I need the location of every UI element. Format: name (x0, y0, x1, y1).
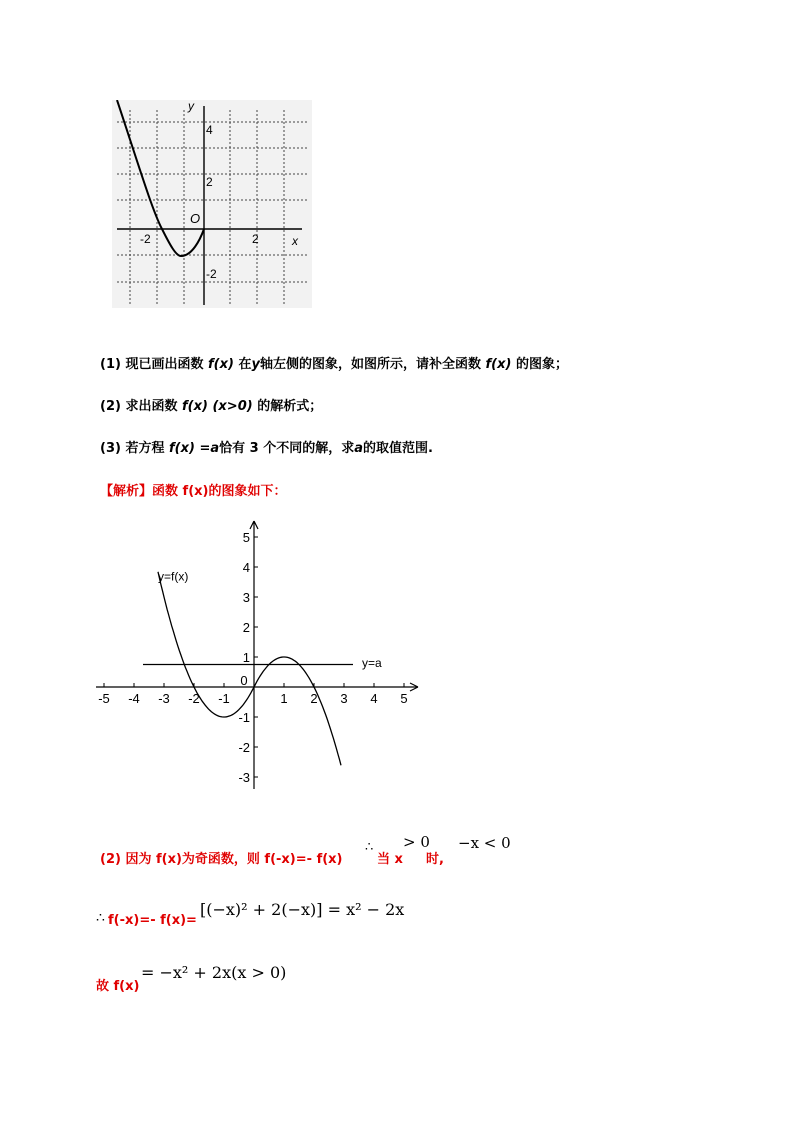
y-tick-label: -3 (238, 770, 250, 785)
q1-mid: 在 (238, 357, 252, 372)
q2-end: 的解析式； (257, 399, 323, 414)
y-tick-label: -2 (238, 740, 250, 755)
q1-fx2: f(x) (485, 357, 512, 372)
p2-shi: 时, (426, 852, 444, 867)
q2-text: 求出函数 (125, 399, 178, 414)
q3-number: (3) (100, 441, 121, 456)
figure-full-graph (88, 515, 428, 795)
solution-bracket: 【解析】 (100, 484, 153, 499)
figure1-tick-y: 4 (206, 123, 213, 137)
q1-tail: 轴左侧的图象，如图所示，请补全函数 (259, 357, 481, 372)
x-tick-label: 4 (370, 691, 378, 706)
q2-cond: (x>0) (212, 399, 253, 414)
q2-number: (2) (100, 399, 121, 414)
p3-therefore: ∴ (96, 910, 105, 926)
p4-expr: = −x² + 2x(x > 0) (141, 963, 287, 982)
figure1-y-label: y (188, 100, 194, 113)
q1-y: y (251, 357, 260, 372)
x-tick-label: -2 (188, 691, 200, 706)
x-tick-label: 0 (240, 673, 248, 688)
x-tick-label: -4 (128, 691, 140, 706)
solution-heading-text: 函数 f(x)的图象如下： (152, 484, 287, 499)
chart-svg (88, 515, 428, 795)
p3-label: f(-x)=- f(x)= (108, 913, 197, 928)
p2-therefore: ∴ (365, 840, 374, 855)
x-tick-label: 2 (310, 691, 318, 706)
figure-left-half-graph (112, 100, 312, 308)
q1-number: (1) (100, 357, 121, 372)
q1-text: 现已画出函数 (125, 357, 204, 372)
q1-end: 的图象； (516, 357, 569, 372)
y-tick-label: 2 (242, 620, 250, 635)
figure1-tick-x: 2 (252, 232, 259, 246)
x-tick-label: -1 (218, 691, 230, 706)
p3-expr: [(−x)² + 2(−x)] = x² − 2x (200, 900, 405, 919)
x-tick-label: 1 (280, 691, 288, 706)
x-tick-label: -3 (158, 691, 170, 706)
y-tick-label: -1 (238, 710, 250, 725)
y-tick-label: 4 (242, 560, 250, 575)
x-tick-label: 5 (400, 691, 408, 706)
figure1-tick-x: -2 (140, 232, 151, 246)
p4-label: 故 f(x) (96, 979, 140, 994)
x-tick-label: 3 (340, 691, 348, 706)
question-2 (100, 395, 322, 414)
figure1-tick-y: 2 (206, 175, 213, 189)
y-tick-label: 5 (242, 530, 250, 545)
q3-a: a (354, 441, 364, 456)
solution-heading (100, 480, 286, 499)
p2-label: (2) 因为 f(x)为奇函数，则 f(-x)=- f(x) (100, 852, 343, 867)
question-1 (100, 353, 568, 372)
q3-eq: f(x) =a (169, 441, 220, 456)
curve-label: y=f(x) (158, 569, 189, 584)
p2-when: 当 x (377, 852, 403, 867)
x-tick-label: -5 (98, 691, 110, 706)
figure1-tick-y: -2 (206, 267, 217, 281)
q2-fx: f(x) (182, 399, 208, 414)
question-3 (100, 437, 433, 456)
p2-gt0: > 0 (403, 833, 430, 851)
line-label: y=a (362, 656, 382, 670)
q1-fx: f(x) (208, 357, 234, 372)
figure1-x-label: x (292, 234, 298, 248)
figure1-origin-label: O (190, 211, 201, 226)
y-tick-label: 3 (242, 590, 250, 605)
figure1-svg (112, 100, 312, 308)
solution-p2 (100, 848, 343, 867)
q3-end: 的取值范围. (363, 441, 433, 456)
q3-text: 若方程 (125, 441, 165, 456)
q3-mid: 恰有 3 个不同的解，求 (219, 441, 355, 456)
p2-neg: −x < 0 (458, 834, 511, 852)
chart-axes (96, 521, 418, 789)
y-tick-label: 1 (242, 650, 250, 665)
